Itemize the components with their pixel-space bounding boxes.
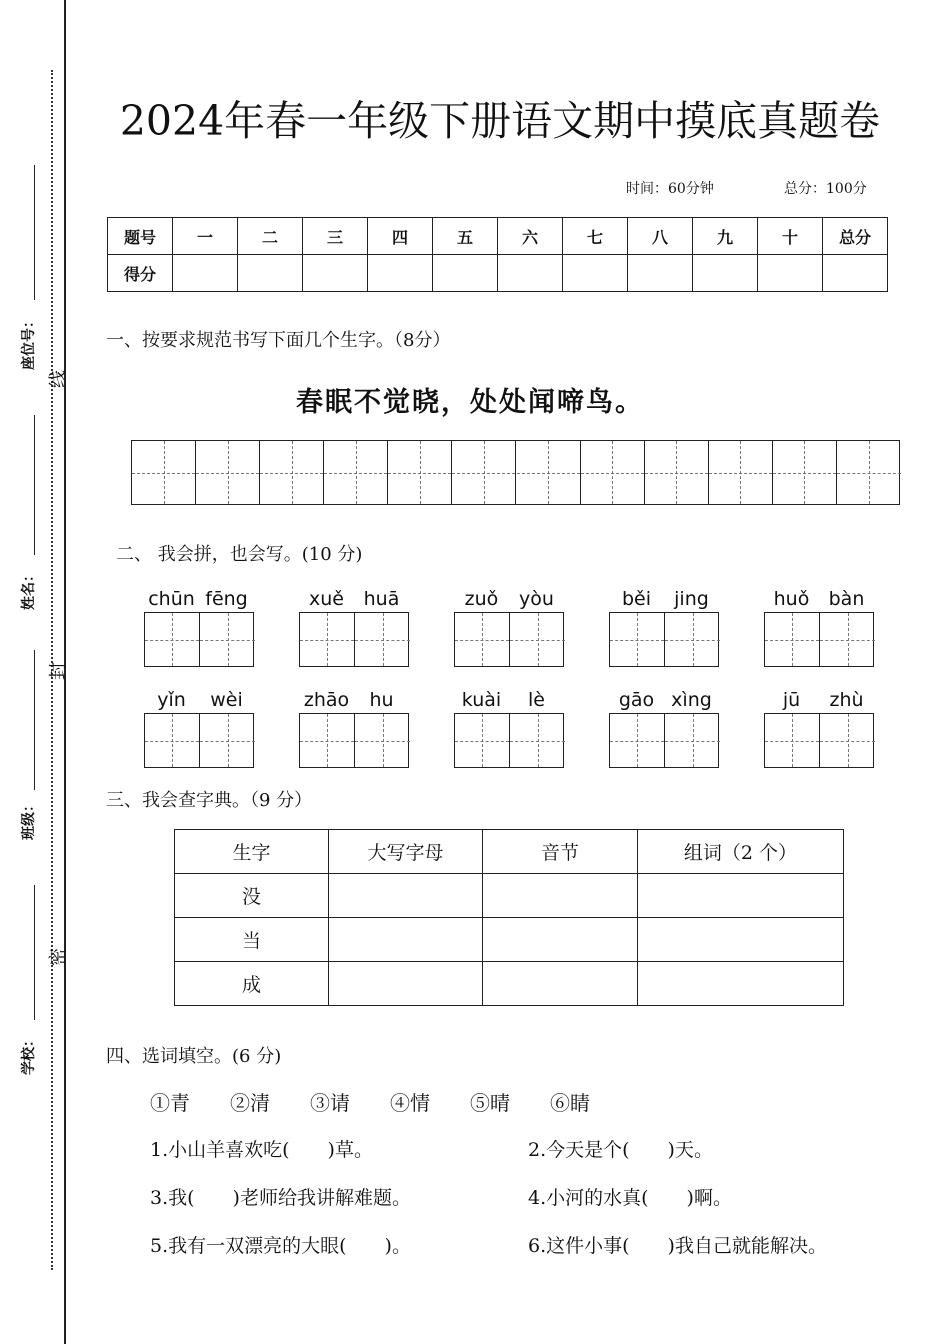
writing-cell[interactable] [260, 441, 324, 504]
writing-cell[interactable] [820, 714, 875, 767]
writing-cell[interactable] [645, 441, 709, 504]
section4-heading: 四、选词填空。(6 分) [106, 1046, 282, 1067]
pinyin-syllable: zhāo [303, 689, 350, 711]
dictionary-header-row [175, 830, 844, 874]
score-header-cell: 八 [628, 218, 693, 255]
pinyin-syllable: jing [674, 588, 709, 610]
pinyin-syllable: jū [782, 689, 801, 711]
section2-heading: 二、 我会拼，也会写。(10 分) [116, 544, 363, 565]
grid-guide-v [383, 714, 384, 767]
writing-cell[interactable] [145, 613, 200, 666]
grid-guide-v [693, 613, 694, 666]
dictionary-table [174, 829, 844, 1006]
grid-guide-v [676, 441, 677, 504]
writing-cell[interactable] [765, 613, 820, 666]
writing-cell[interactable] [709, 441, 773, 504]
score-input-cell[interactable] [823, 255, 888, 292]
section1-heading: 一、按要求规范书写下面几个生字。（8分） [106, 330, 451, 351]
score-input-cell[interactable] [693, 255, 758, 292]
seat-label: 座位号： [21, 314, 37, 370]
dictionary-answer-cell[interactable] [483, 918, 638, 962]
poem-line: 春眠不觉晓，处处闻啼鸟。 [296, 387, 644, 418]
word-option: ①青 [150, 1091, 190, 1115]
writing-cell[interactable] [665, 714, 720, 767]
score-header-cell: 总分 [823, 218, 888, 255]
writing-cell[interactable] [455, 714, 510, 767]
grid-guide-v [172, 613, 173, 666]
grid-guide-v [172, 714, 173, 767]
grid-guide-v [383, 613, 384, 666]
score-header-cell: 七 [563, 218, 628, 255]
grid-guide-v [420, 441, 421, 504]
dictionary-row [175, 962, 844, 1006]
writing-cell[interactable] [196, 441, 260, 504]
score-input-cell[interactable] [628, 255, 693, 292]
score-input-cell[interactable] [303, 255, 368, 292]
grid-guide-v [612, 441, 613, 504]
fill-question-6[interactable]: 6.这件小事( )我自己就能解决。 [528, 1235, 827, 1257]
pinyin-writing-box[interactable] [454, 612, 564, 667]
writing-cell[interactable] [355, 714, 410, 767]
writing-cell[interactable] [610, 613, 665, 666]
seal-char-feng: 封 [48, 662, 69, 680]
seal-char-xian: 线 [48, 370, 69, 388]
writing-cell[interactable] [517, 441, 581, 504]
pinyin-writing-box[interactable] [764, 612, 874, 667]
school-write-line [34, 885, 35, 1020]
dictionary-answer-cell[interactable] [483, 874, 638, 918]
fill-question-5[interactable]: 5.我有一双漂亮的大眼( )。 [150, 1235, 411, 1257]
writing-cell[interactable] [581, 441, 645, 504]
grid-guide-v [869, 441, 870, 504]
pinyin-syllable: xìng [671, 689, 712, 711]
pinyin-writing-box[interactable] [144, 612, 254, 667]
score-header-cell: 十 [758, 218, 823, 255]
writing-cell[interactable] [200, 613, 255, 666]
total-score-info: 总分：100分 [784, 181, 867, 197]
name-label: 姓名： [21, 568, 37, 610]
word-option: ③请 [310, 1091, 350, 1115]
grid-guide-v [848, 714, 849, 767]
word-option: ⑥睛 [550, 1091, 590, 1115]
pinyin-writing-box[interactable] [299, 713, 409, 768]
writing-cell[interactable] [773, 441, 837, 504]
score-table [107, 217, 888, 292]
score-header-cell: 九 [693, 218, 758, 255]
grid-guide-v [484, 441, 485, 504]
dictionary-answer-cell[interactable] [638, 918, 844, 962]
pinyin-writing-box[interactable] [764, 713, 874, 768]
fill-question-3[interactable]: 3.我( )老师给我讲解难题。 [150, 1187, 411, 1209]
score-input-cell[interactable] [433, 255, 498, 292]
pinyin-writing-box[interactable] [299, 612, 409, 667]
grid-guide-v [637, 613, 638, 666]
score-header-cell: 一 [173, 218, 238, 255]
writing-cell[interactable] [510, 714, 565, 767]
score-input-cell[interactable] [563, 255, 628, 292]
pinyin-syllable: hu [369, 689, 394, 711]
dictionary-char: 没 [175, 874, 329, 918]
section3-heading: 三、我会查字典。（9 分） [106, 790, 313, 811]
class-write-line [34, 650, 35, 790]
writing-cell[interactable] [132, 441, 196, 504]
score-input-cell[interactable] [368, 255, 433, 292]
writing-cell[interactable] [355, 613, 410, 666]
grid-guide-v [228, 714, 229, 767]
grid-guide-v [792, 613, 793, 666]
grid-guide-v [792, 714, 793, 767]
time-info: 时间：60分钟 [626, 181, 714, 197]
fill-question-2[interactable]: 2.今天是个( )天。 [528, 1139, 713, 1161]
pinyin-writing-box[interactable] [609, 713, 719, 768]
score-input-cell[interactable] [173, 255, 238, 292]
score-header-cell: 三 [303, 218, 368, 255]
grid-guide-v [848, 613, 849, 666]
score-header-cell: 四 [368, 218, 433, 255]
grid-guide-v [548, 441, 549, 504]
score-input-cell[interactable] [498, 255, 563, 292]
grid-guide-v [538, 613, 539, 666]
pinyin-syllable: wèi [210, 689, 243, 711]
writing-cell[interactable] [200, 714, 255, 767]
grid-guide-v [327, 613, 328, 666]
score-row-label: 得分 [108, 255, 173, 292]
pinyin-syllable: huā [363, 588, 400, 610]
word-option: ②清 [230, 1091, 270, 1115]
writing-cell[interactable] [455, 613, 510, 666]
writing-cell[interactable] [837, 441, 901, 504]
seal-char-mi: 密 [48, 948, 69, 966]
grid-guide-v [693, 714, 694, 767]
grid-guide-v [804, 441, 805, 504]
writing-cell[interactable] [820, 613, 875, 666]
dictionary-char: 当 [175, 918, 329, 962]
writing-cell[interactable] [145, 714, 200, 767]
fill-question-1[interactable]: 1.小山羊喜欢吃( )草。 [150, 1139, 373, 1161]
grid-guide-v [292, 441, 293, 504]
writing-cell[interactable] [665, 613, 720, 666]
dictionary-answer-cell[interactable] [329, 962, 483, 1006]
dictionary-answer-cell[interactable] [483, 962, 638, 1006]
grid-guide-v [482, 714, 483, 767]
seat-write-line [34, 165, 35, 300]
writing-cell[interactable] [324, 441, 388, 504]
dictionary-row [175, 918, 844, 962]
fill-question-4[interactable]: 4.小河的水真( )啊。 [528, 1187, 732, 1209]
dictionary-col-header: 大写字母 [329, 830, 483, 874]
school-label: 学校： [21, 1033, 37, 1075]
dictionary-row [175, 874, 844, 918]
pinyin-syllable: fēng [205, 588, 248, 610]
dictionary-answer-cell[interactable] [329, 918, 483, 962]
score-header-cell: 题号 [108, 218, 173, 255]
pinyin-syllable: kuài [461, 689, 502, 711]
class-label: 班级： [21, 798, 37, 840]
dictionary-answer-cell[interactable] [638, 962, 844, 1006]
dictionary-col-header: 组词（2 个） [638, 830, 844, 874]
grid-guide-v [228, 441, 229, 504]
pinyin-syllable: xuě [309, 588, 344, 610]
pinyin-syllable: lè [528, 689, 545, 711]
pinyin-syllable: gāo [618, 689, 655, 711]
word-option: ⑤晴 [470, 1091, 510, 1115]
grid-guide-v [228, 613, 229, 666]
writing-cell[interactable] [388, 441, 452, 504]
grid-guide-v [740, 441, 741, 504]
pinyin-writing-box[interactable] [144, 713, 254, 768]
writing-cell[interactable] [452, 441, 516, 504]
score-input-cell[interactable] [238, 255, 303, 292]
writing-grid-row[interactable] [131, 440, 900, 505]
score-header-cell: 六 [498, 218, 563, 255]
dictionary-col-header: 音节 [483, 830, 638, 874]
pinyin-syllable: bàn [828, 588, 865, 610]
grid-guide-v [538, 714, 539, 767]
exam-title: 2024年春一年级下册语文期中摸底真题卷 [119, 97, 881, 145]
writing-cell[interactable] [300, 613, 355, 666]
dictionary-answer-cell[interactable] [329, 874, 483, 918]
writing-cell[interactable] [610, 714, 665, 767]
writing-cell[interactable] [510, 613, 565, 666]
grid-guide-v [356, 441, 357, 504]
pinyin-syllable: yòu [519, 588, 554, 610]
pinyin-syllable: huǒ [773, 588, 810, 610]
grid-guide-v [637, 714, 638, 767]
score-header-cell: 二 [238, 218, 303, 255]
dictionary-answer-cell[interactable] [638, 874, 844, 918]
score-input-cell[interactable] [758, 255, 823, 292]
pinyin-syllable: zhù [829, 689, 864, 711]
score-table-header-row [108, 218, 888, 255]
name-write-line [34, 415, 35, 555]
pinyin-syllable: yǐn [157, 689, 186, 711]
pinyin-writing-box[interactable] [454, 713, 564, 768]
dictionary-char: 成 [175, 962, 329, 1006]
pinyin-syllable: chūn [148, 588, 195, 610]
grid-guide-v [482, 613, 483, 666]
writing-cell[interactable] [765, 714, 820, 767]
grid-guide-v [327, 714, 328, 767]
pinyin-syllable: zuǒ [464, 588, 499, 610]
pinyin-writing-box[interactable] [609, 612, 719, 667]
grid-guide-v [164, 441, 165, 504]
score-header-cell: 五 [433, 218, 498, 255]
score-table-score-row [108, 255, 888, 292]
dictionary-col-header: 生字 [175, 830, 329, 874]
writing-cell[interactable] [300, 714, 355, 767]
word-option: ④情 [390, 1091, 430, 1115]
pinyin-syllable: běi [621, 588, 652, 610]
